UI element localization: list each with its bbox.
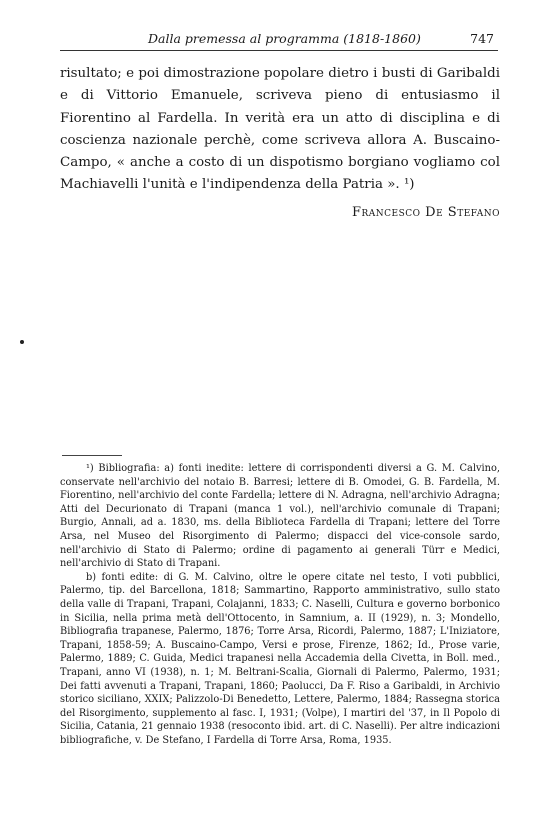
footnote-a: ¹) Bibliografia: a) fonti inedite: lettere di corrispondenti diversi a G. M. Calvino, conservate nell'archivio del notaio B. Barresi; lettere di B. Omodei, G. B. Fardella, M. Fiorentino, nell'archivio del conte Fardella; lettere di N. Adragna, nell'archivio Adragna; Atti del Decurionato di Trapani (manca 1 vol.), nell'archivio comunale di Trapani; Burgio, Annali, ad a. 1830, ms. della Biblioteca Fardella di Trapani; lettere del Torre Arsa, nel Museo del Risorgimento di Palermo; dispacci del vice-console sardo, nell'archivio di Stato di Palermo; ordine di pagamento ai generali Türr e Medici, nell'archivio di Stato di Trapani. — [60, 463, 500, 570]
margin-dot — [20, 340, 24, 344]
footnotes — [60, 462, 500, 747]
footnote-rule — [62, 455, 122, 456]
body-paragraph: risultato; e poi dimostrazione popolare dietro i busti di Garibaldi e di Vittorio Emanuele, scriveva pieno di entusiasmo il Fiorentino al Fardella. In verità era un atto di disciplina e di coscienza nazionale perchè, come scriveva allora A. Buscaino-Campo, « anche a costo di un dispotismo borgiano vogliamo col Machiavelli l'unità e l'indipendenza della Patria ». ¹) — [60, 66, 500, 193]
footnote-b: b) fonti edite: di G. M. Calvino, oltre le opere citate nel testo, I voti pubblici, Palermo, tip. del Barcellona, 1818; Sammartino, Rapporto amministrativo, sullo stato della valle di Trapani, Trapani, Colajanni, 1833; C. Naselli, Cultura e governo borbonico in Sicilia, nella prima metà dell'Ottocento, in Samnium, a. II (1929), n. 3; Mondello, Bibliografia trapanese, Palermo, 1876; Torre Arsa, Ricordi, Palermo, 1887; L'Iniziatore, Trapani, 1858-59; A. Buscaino-Campo, Versi e prose, Firenze, 1862; Id., Prose varie, Palermo, 1889; C. Guida, Medici trapanesi nella Accademia della Civetta, in Boll. med., Trapani, anno VI (1938), n. 1; M. Beltrani-Scalia, Giornali di Palermo, Palermo, 1931; Dei fatti avvenuti a Trapani, Trapani, 1860; Paolucci, Da F. Riso a Garibaldi, in Archivio storico siciliano, XXIX; Palizzolo-Di Benedetto, Lettere, Palermo, 1884; Rassegna storica del Risorgimento, supplemento al fasc. I, 1931; (Volpe), I martiri del '37, in Il Popolo di Sicilia, Catania, 21 gennaio 1938 (resoconto ibid. art. di C. Naselli). Per altre indicazioni bibliografiche, v. De Stefano, I Fardella di Torre Arsa, Roma, 1935. — [60, 571, 500, 746]
header-rule — [60, 50, 498, 51]
page-number: 747 — [470, 31, 494, 46]
author-signature: Francesco De Stefano — [351, 205, 500, 220]
running-title: Dalla premessa al programma (1818-1860) — [148, 31, 421, 46]
body-text — [60, 63, 500, 197]
